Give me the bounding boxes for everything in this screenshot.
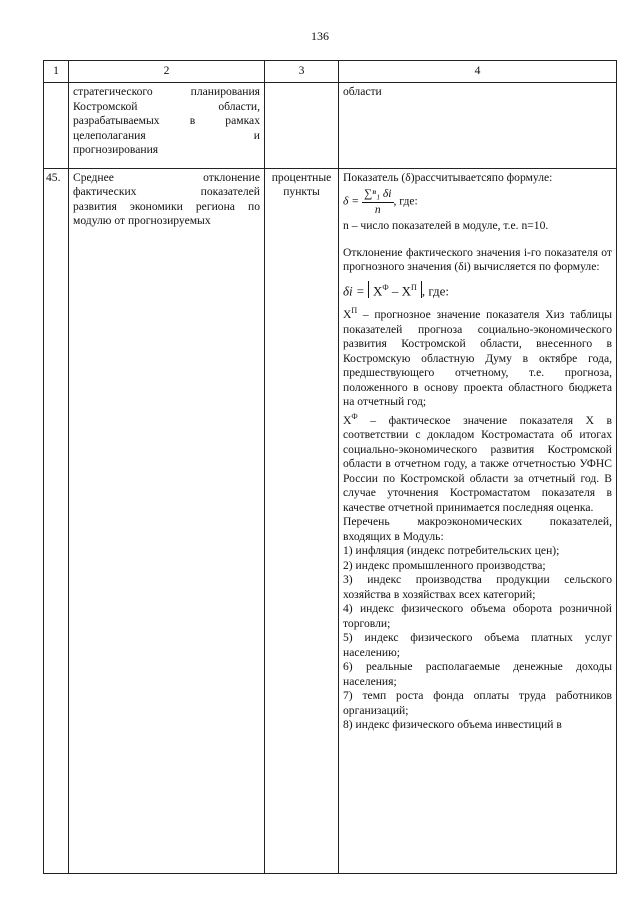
formula-operator: –: [388, 282, 402, 298]
list-item: 5) индекс физического объема платных услуг населению;: [343, 631, 612, 659]
units-cell: [265, 83, 339, 169]
header-col-1: 1: [44, 61, 69, 83]
symbol: X: [343, 308, 352, 322]
units-line: пункты: [283, 185, 320, 198]
header-col-4: 4: [339, 61, 617, 83]
list-item: 4) индекс физического объема оборота розничной торговли;: [343, 602, 612, 630]
text-line: модулю от прогнозируемых: [73, 214, 211, 227]
formula-delta: [343, 187, 612, 217]
header-col-3: 3: [265, 61, 339, 83]
symbol-superscript: Ф: [351, 411, 358, 421]
row-number-cell: [44, 83, 69, 169]
formula-tail: , где:: [393, 194, 418, 208]
formula-lhs: δi =: [343, 282, 365, 298]
table-row-45: [44, 168, 617, 873]
text-line: Среднее отклонение: [73, 170, 260, 184]
text-line: стратегического планирования: [73, 85, 260, 98]
list-item: 6) реальные располагаемые денежные доходы населения;: [343, 660, 612, 688]
page-number: 136: [311, 29, 329, 43]
formula-numerator: ∑ⁿ₁ δi: [362, 187, 393, 203]
indicators-table: [43, 60, 617, 874]
paragraph-text: – прогнозное значение показателя Xиз таблицы показателей прогноза социально-экономического развития Костромской области, внесенного в Костромскую областную Думу в октябре года, предшествующего отчетному, т.е. прогноза, положенного в основу проекта областного бюджета на отчетный год;: [343, 308, 612, 409]
symbol-superscript: П: [351, 306, 358, 316]
method-cell: [339, 83, 617, 169]
formula-denominator: n: [374, 202, 381, 216]
text-paragraph: Перечень макроэкономических показателей, входящих в Модуль:: [343, 515, 612, 543]
table-header-row: [44, 61, 617, 83]
text-line: фактических показателей: [73, 185, 260, 198]
text-line: области: [343, 85, 382, 98]
indicator-name-cell: [69, 168, 265, 873]
text-paragraph: n – число показателей в модуле, т.е. n=10.: [343, 219, 549, 232]
symbol: X: [343, 413, 352, 427]
formula-superscript: Ф: [382, 282, 389, 292]
units-line: процентные: [271, 170, 332, 184]
text-line: развития экономики региона по: [73, 199, 260, 213]
indicator-name-cell: [69, 83, 265, 169]
text-paragraph: [343, 304, 612, 409]
units-cell: [265, 168, 339, 873]
formula-lhs: δ =: [343, 194, 360, 208]
text-paragraph: [343, 410, 612, 515]
formula-symbol: X: [372, 282, 383, 298]
text-paragraph: Отклонение фактического значения i-го показателя от прогнозного значения (δi) вычисляется по формуле:: [343, 245, 612, 273]
row-number-cell: 45.: [44, 168, 69, 873]
formula-symbol: X: [401, 282, 412, 298]
text-line: целеполагания и: [73, 128, 260, 142]
paragraph-text: – фактическое значение показателя X в соответствии с докладом Костромастата об итогах социально-экономического развития Костромской области в отчетном году, а также отчетностью УФНС России по Костромской области за отчетный год. В случае уточнения Костромастатом показателя в качестве отчетной принимается последняя оценка.: [343, 413, 612, 514]
list-item: 2) индекс промышленного производства;: [343, 558, 546, 572]
header-col-2: 2: [69, 61, 265, 83]
list-item: 1) инфляция (индекс потребительских цен);: [343, 544, 560, 558]
formula-delta-i: [343, 281, 612, 299]
text-line: разрабатываемых в рамках: [73, 114, 260, 127]
list-item: 8) индекс физического объема инвестиций в: [343, 718, 562, 732]
text-paragraph: Показатель (δ)рассчитываетсяпо формуле:: [343, 170, 553, 184]
formula-tail: , где:: [421, 282, 450, 298]
formula-fraction: [362, 187, 393, 217]
list-item: 7) темп роста фонда оплаты труда работников организаций;: [343, 689, 612, 717]
text-line: прогнозирования: [73, 143, 159, 156]
text-line: Костромской области,: [73, 99, 260, 113]
formula-superscript: П: [411, 282, 417, 292]
list-item: 3) индекс производства продукции сельского хозяйства в хозяйствах всех категорий;: [343, 573, 612, 601]
method-cell: [339, 168, 617, 873]
table-row-continuation: [44, 83, 617, 169]
formula-abs: [368, 281, 422, 299]
